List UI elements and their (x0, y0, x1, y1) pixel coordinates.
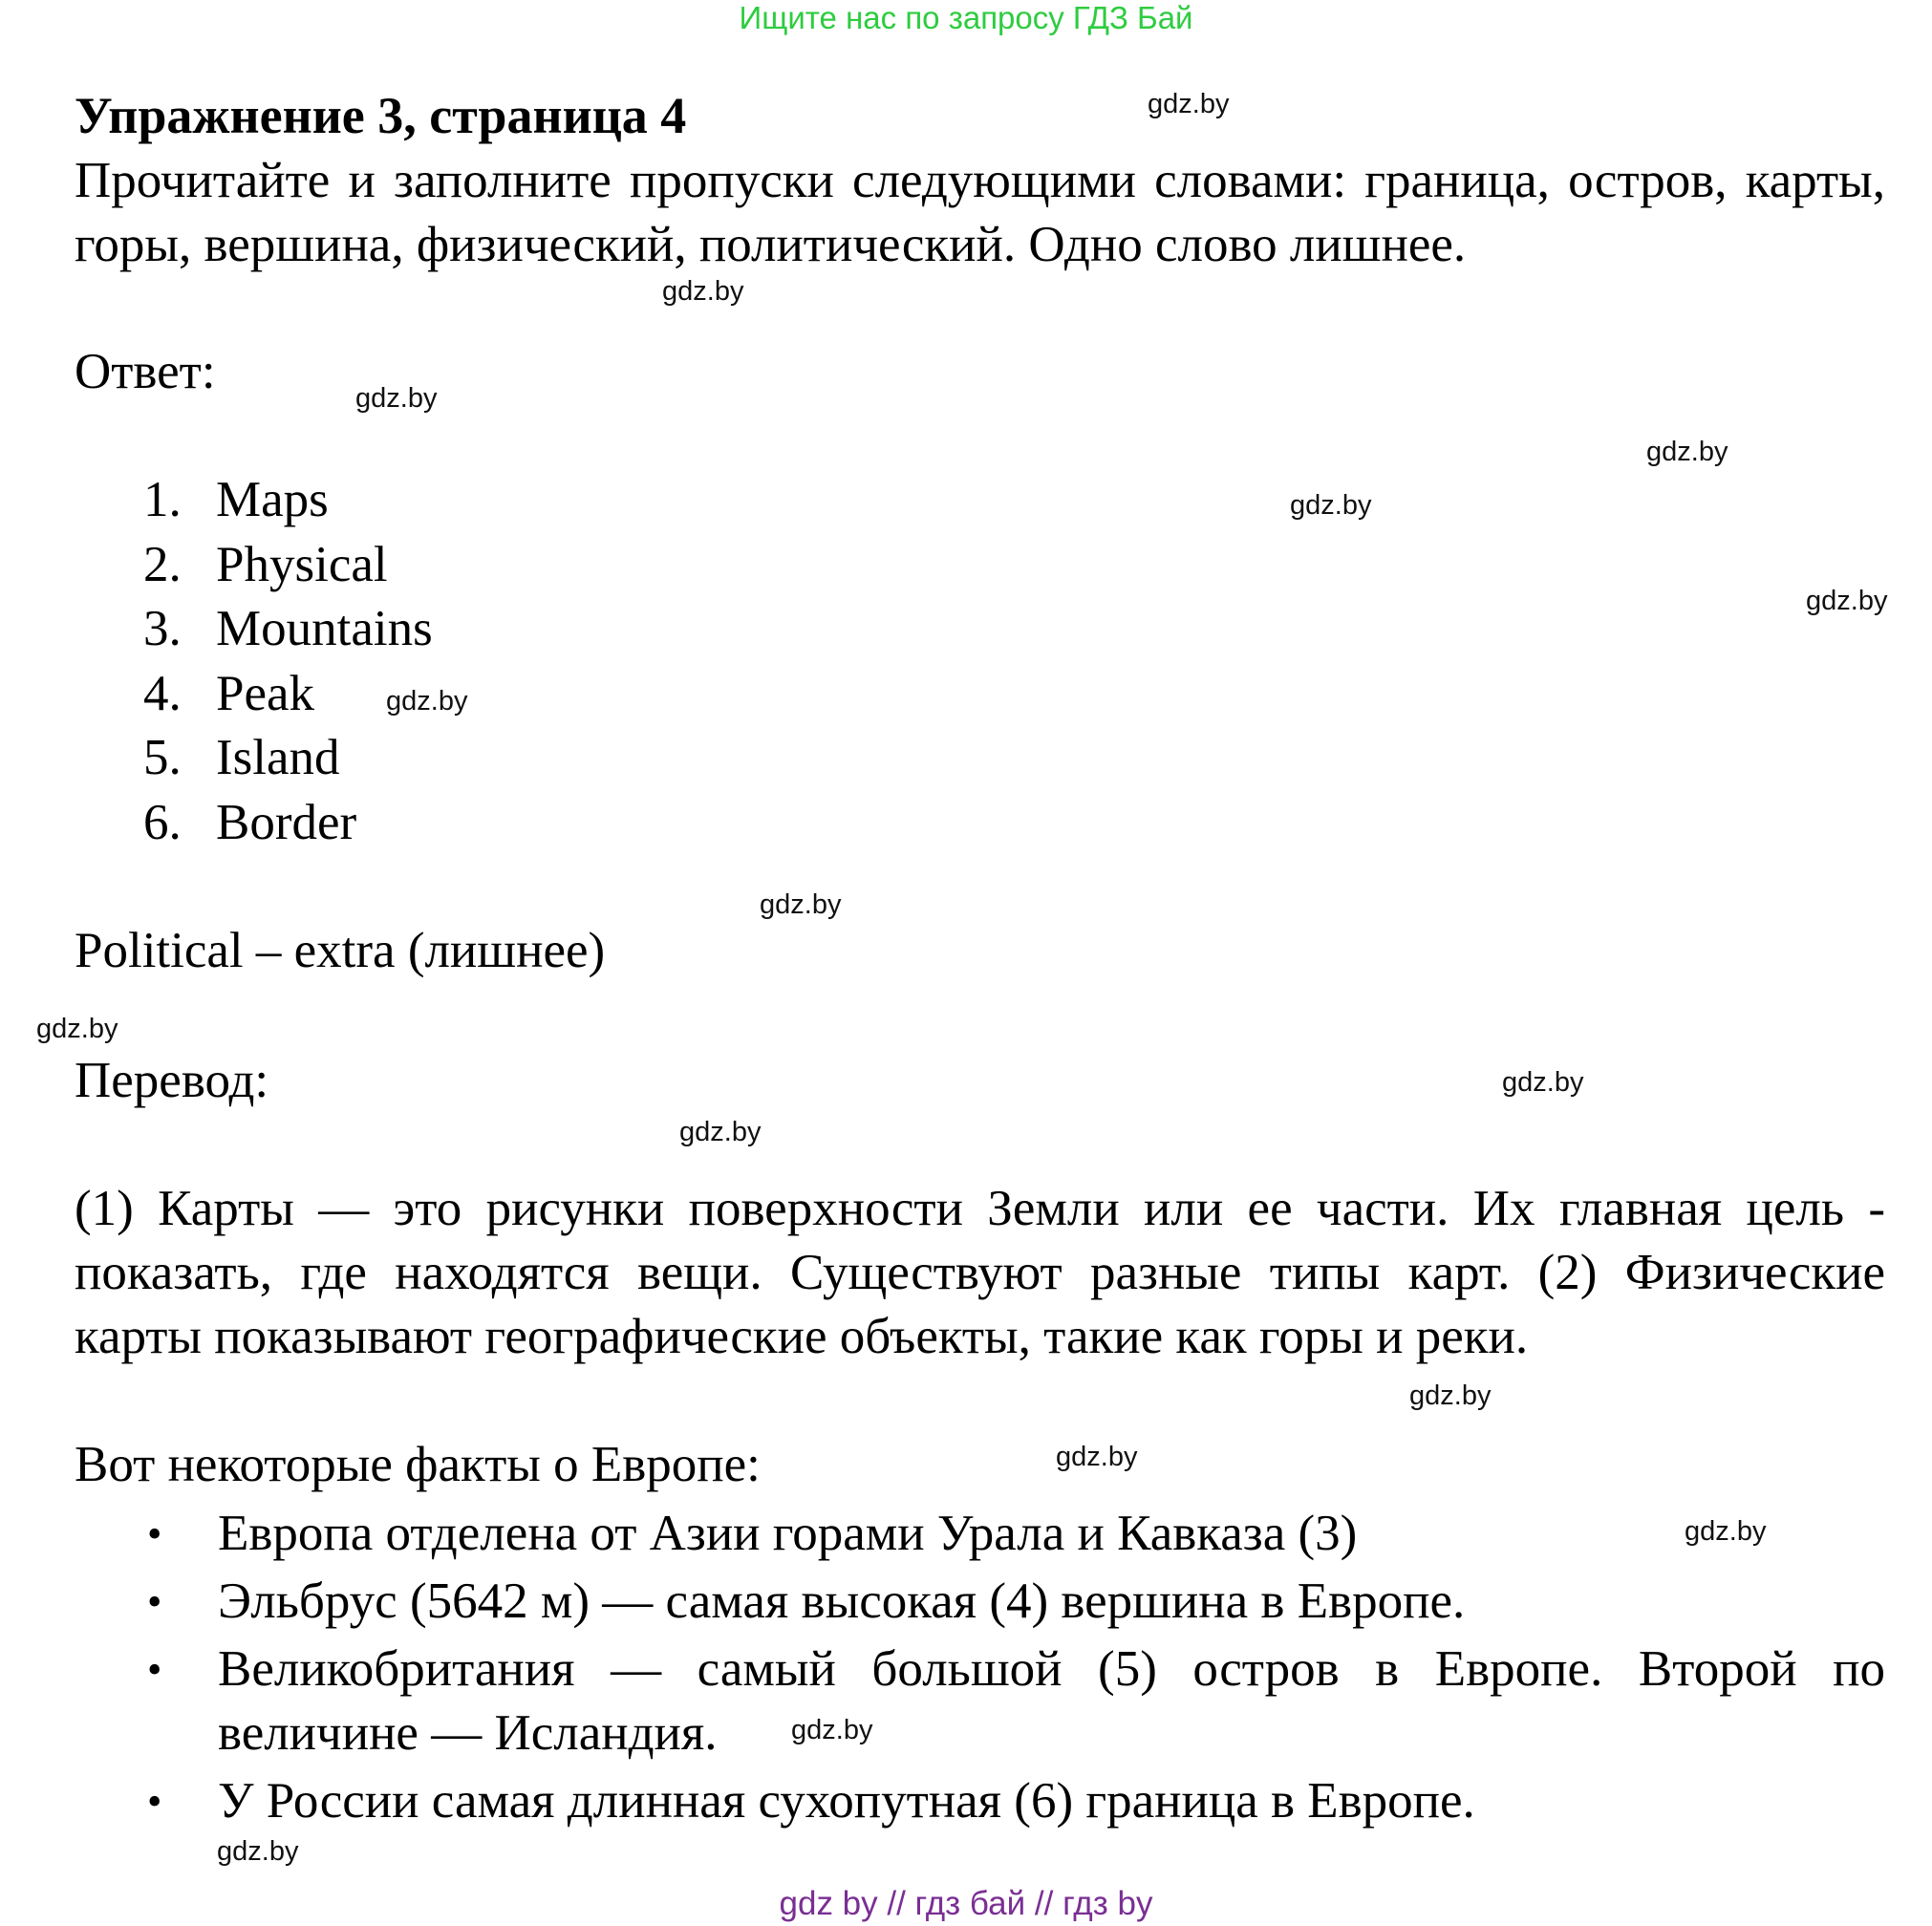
fact-item (143, 1502, 1885, 1566)
answer-item (143, 597, 433, 662)
watermark: gdz.by (679, 1117, 762, 1147)
answer-number: 1. (143, 472, 182, 527)
answer-text: Peak (216, 665, 315, 721)
bullet-icon: • (147, 1510, 162, 1557)
watermark: gdz.by (1806, 586, 1888, 616)
fact-item (143, 1637, 1885, 1766)
answer-text: Physical (216, 536, 388, 592)
exercise-title: Упражнение 3, страница 4 (75, 87, 687, 144)
bullet-icon: • (147, 1778, 162, 1825)
watermark: gdz.by (386, 686, 468, 717)
answer-number: 6. (143, 794, 182, 850)
answer-number: 2. (143, 536, 182, 592)
watermark: gdz.by (1056, 1442, 1138, 1472)
fact-text: У России самая длинная сухопутная (6) граница в Европе. (218, 1773, 1475, 1829)
watermark: gdz.by (1685, 1516, 1767, 1547)
answer-number: 4. (143, 665, 182, 721)
extra-word-line: Political – extra (лишнее) (75, 923, 606, 978)
watermark: gdz.by (760, 889, 842, 920)
footer-links: gdz by // гдз бай // гдз by (779, 1885, 1153, 1922)
fact-item (143, 1769, 1885, 1833)
bullet-icon: • (147, 1646, 162, 1693)
watermark: gdz.by (1290, 490, 1372, 521)
answer-label: Ответ: (75, 344, 216, 399)
watermark: gdz.by (1502, 1067, 1584, 1098)
watermark: gdz.by (791, 1715, 873, 1745)
fact-text: Эльбрус (5642 м) — самая высокая (4) вершина в Европе. (218, 1573, 1466, 1629)
watermark: gdz.by (355, 383, 438, 414)
top-banner: Ищите нас по запросу ГДЗ Бай (739, 0, 1193, 35)
watermark: gdz.by (1148, 89, 1230, 119)
answer-number: 5. (143, 730, 182, 786)
fact-text: Европа отделена от Азии горами Урала и Кавказа (3) (218, 1506, 1358, 1561)
bullet-icon: • (147, 1578, 162, 1625)
watermark: gdz.by (662, 276, 744, 307)
answers-list (143, 468, 433, 856)
answer-text: Border (216, 794, 357, 850)
fact-text: Великобритания — самый большой (5) остров в Европе. Второй по величине — Исландия. (218, 1641, 1885, 1761)
watermark: gdz.by (1409, 1380, 1492, 1411)
answer-text: Island (216, 730, 340, 786)
fact-item (143, 1570, 1885, 1634)
answer-item (143, 726, 433, 791)
watermark: gdz.by (1646, 437, 1728, 467)
translation-paragraph: (1) Карты — это рисунки поверхности Земли или ее части. Их главная цель - показать, где находятся вещи. Существуют разные типы карт. (2) Физические карты показывают географические объекты, такие как горы и реки. (75, 1181, 1885, 1364)
answer-number: 3. (143, 601, 182, 657)
facts-list (143, 1502, 1885, 1837)
answer-item (143, 533, 433, 598)
answer-item (143, 791, 433, 856)
translation-label: Перевод: (75, 1053, 269, 1108)
task-text: Прочитайте и заполните пропуски следующими словами: граница, остров, карты, горы, вершина, физический, политический. Одно слово лишнее. (75, 153, 1885, 272)
watermark: gdz.by (36, 1014, 118, 1044)
answer-item (143, 468, 433, 533)
watermark: gdz.by (217, 1836, 299, 1867)
facts-intro: Вот некоторые факты о Европе: (75, 1437, 761, 1492)
answer-text: Mountains (216, 601, 433, 657)
answer-text: Maps (216, 472, 329, 527)
